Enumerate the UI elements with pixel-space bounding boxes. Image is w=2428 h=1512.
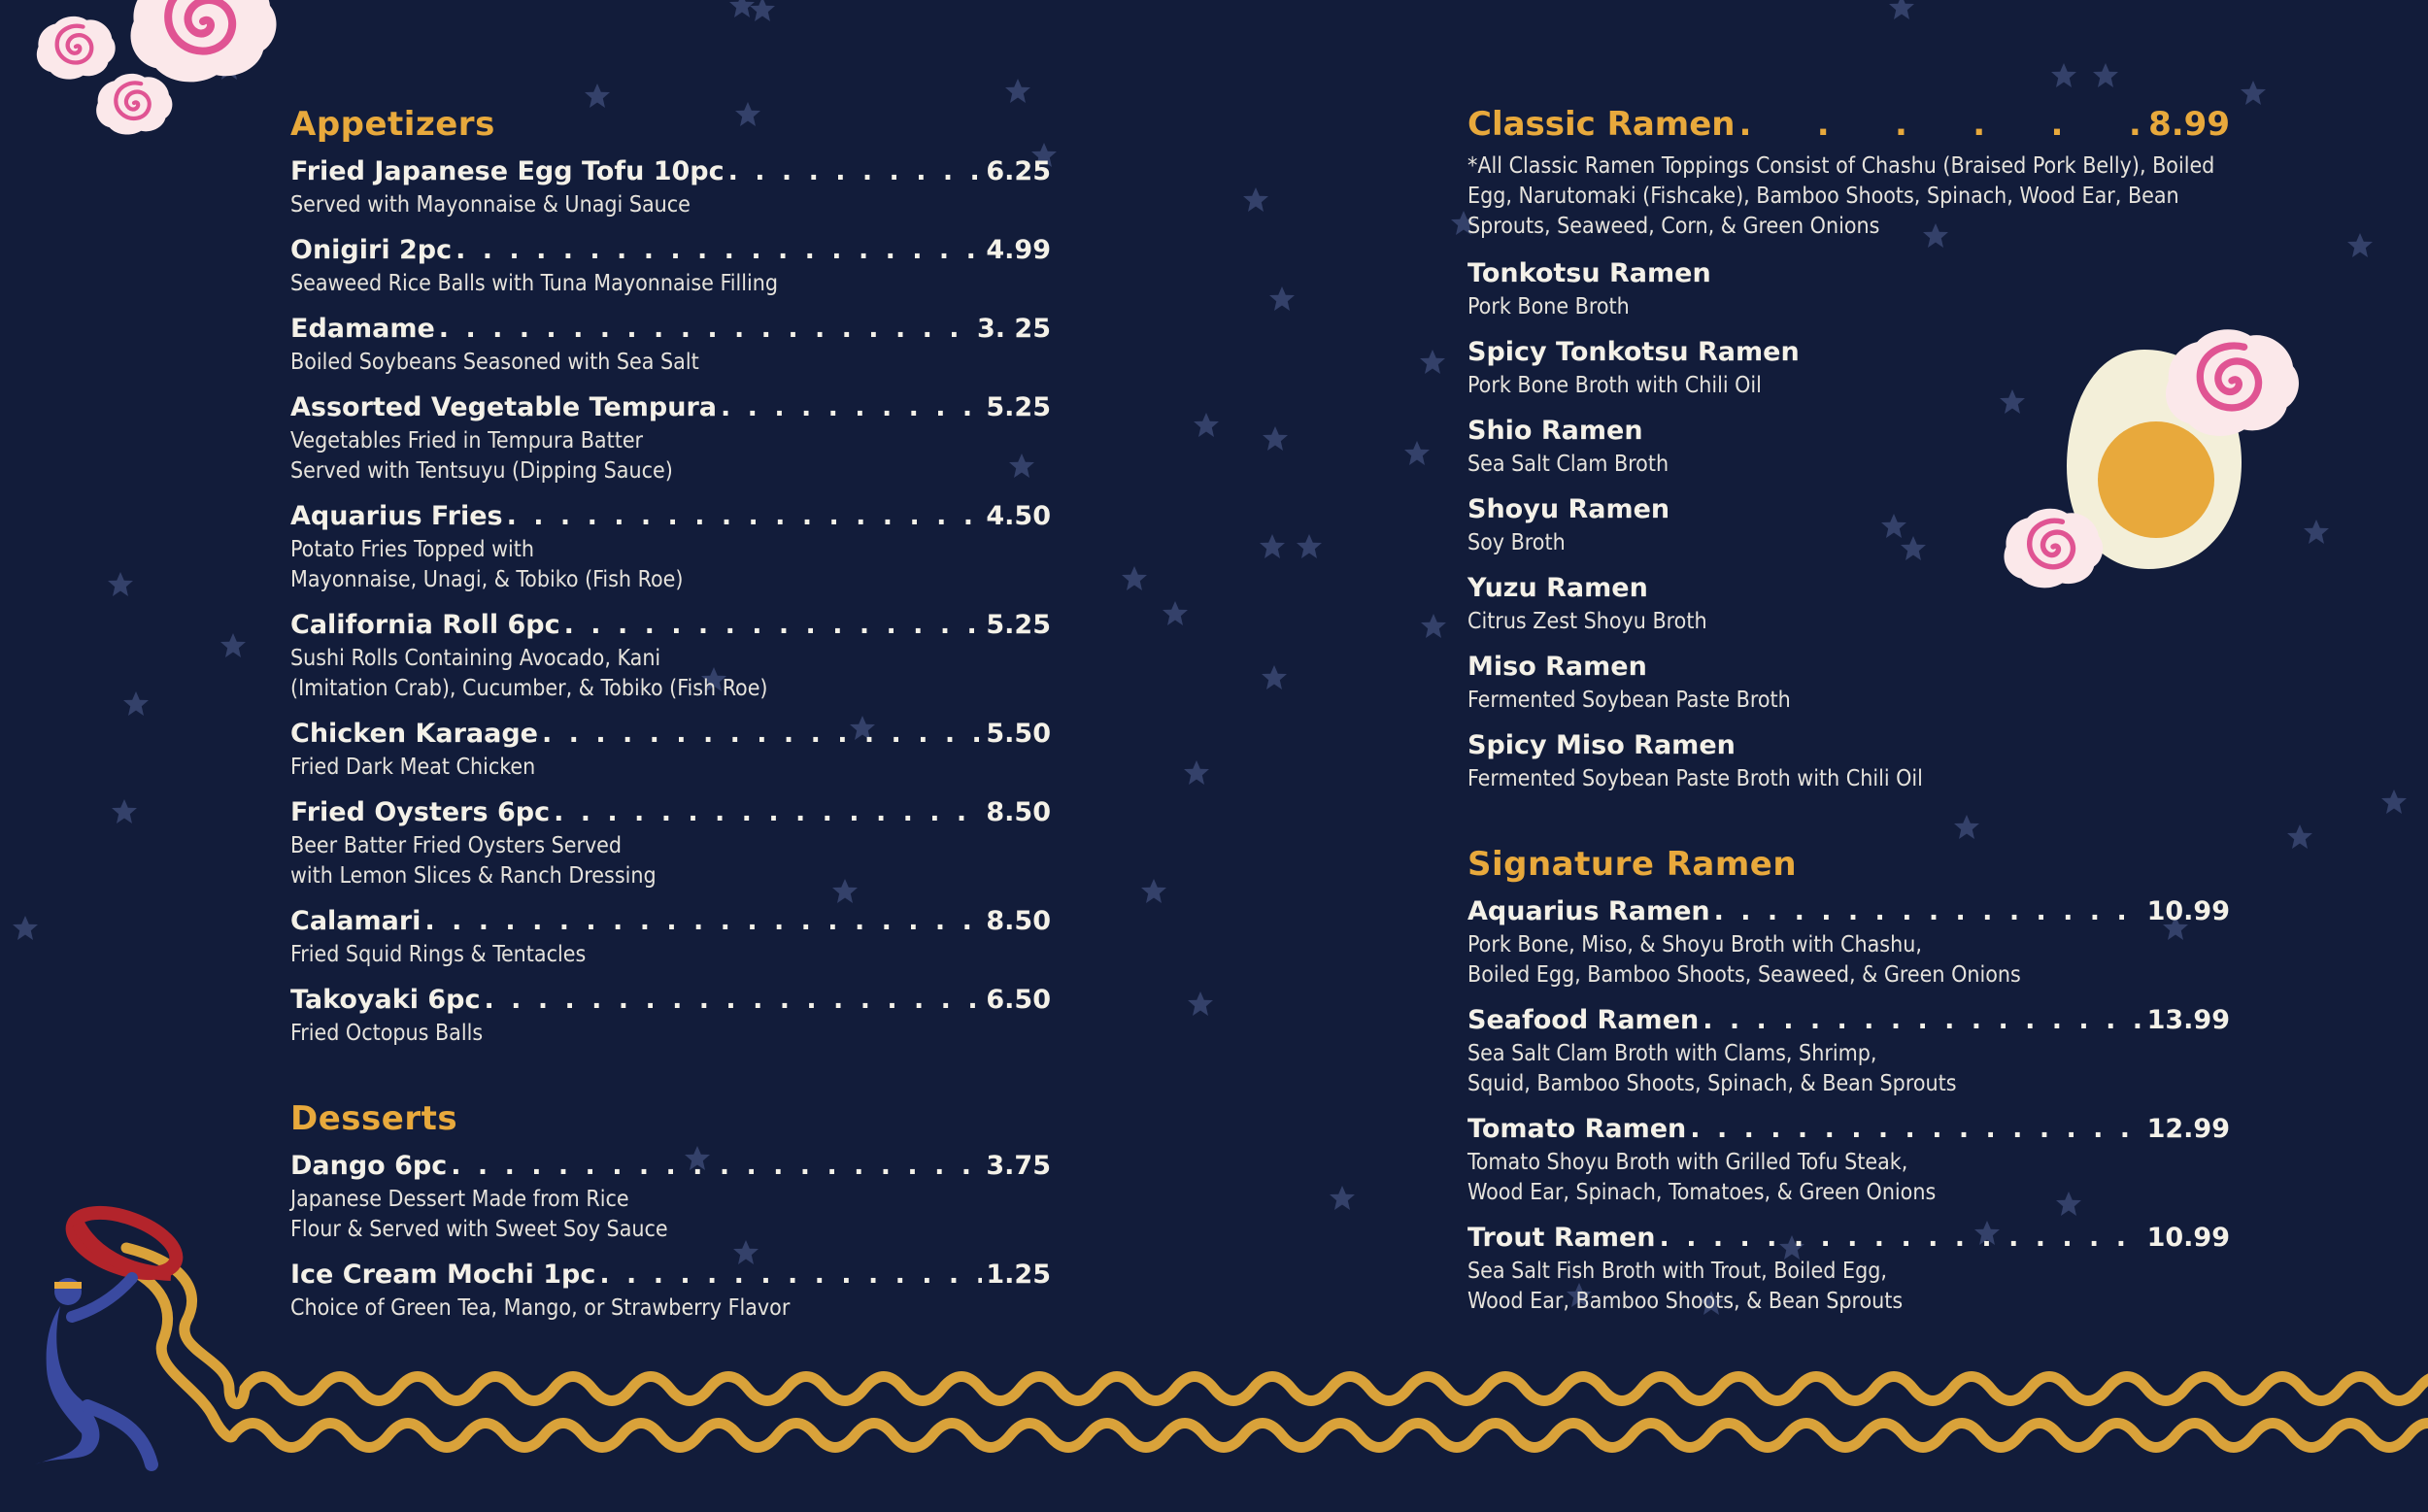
menu-item-description: Beer Batter Fried Oysters Served with Lemon Slices & Ranch Dressing [290, 833, 657, 889]
menu-item-price: 5.25 [986, 610, 1051, 640]
menu-item [1467, 893, 2230, 991]
appetizers-list [290, 153, 1051, 1049]
menu-item-name: Calamari [290, 906, 422, 936]
menu-item [1467, 334, 2230, 401]
dot-leader [439, 311, 973, 348]
dot-leader [1660, 1220, 2143, 1257]
menu-item-description: Soy Broth [1467, 530, 1566, 555]
menu-item [1467, 413, 2230, 480]
menu-item [290, 716, 1051, 783]
dot-leader [1690, 1111, 2142, 1148]
menu-item-header [1467, 1002, 2230, 1039]
classic-ramen-list [1467, 255, 2230, 794]
menu-item-name: Aquarius Ramen [1467, 896, 1710, 926]
menu-item-description: Fried Squid Rings & Tentacles [290, 942, 587, 967]
menu-item-header [290, 716, 1051, 753]
menu-item-description: Served with Mayonnaise & Unagi Sauce [290, 192, 691, 218]
classic-ramen-note: *All Classic Ramen Toppings Consist of Chashu (Braised Pork Belly), Boiled Egg, Narutomaki (Fishcake), Bamboo Shoots, Spinach, Wood Ear, Bean Sprouts, Seaweed, Corn, & Green Onions [1467, 153, 2215, 239]
menu-item-price: 4.50 [986, 501, 1051, 531]
menu-item-name: Onigiri 2pc [290, 235, 453, 265]
menu-item-description: Fried Octopus Balls [290, 1021, 484, 1046]
classic-ramen-header [1467, 101, 2230, 148]
menu-item-name: Spicy Miso Ramen [1467, 730, 1736, 760]
dot-leader [728, 153, 983, 190]
dot-leader [542, 716, 982, 753]
menu-item-description: Choice of Green Tea, Mango, or Strawberry Flavor [290, 1295, 791, 1321]
menu-item-description: Fried Dark Meat Chicken [290, 755, 536, 780]
menu-item-description: Boiled Soybeans Seasoned with Sea Salt [290, 350, 699, 375]
menu-item [290, 794, 1051, 891]
menu-item-description: Vegetables Fried in Tempura Batter Served with Tentsuyu (Dipping Sauce) [290, 428, 673, 484]
menu-item-description: Sea Salt Fish Broth with Trout, Boiled Egg, Wood Ear, Bamboo Shoots, & Bean Sprouts [1467, 1259, 1904, 1314]
menu-item-description: Japanese Dessert Made from Rice Flour & Served with Sweet Soy Sauce [290, 1187, 668, 1242]
dot-leader [455, 232, 982, 269]
menu-item-name: Trout Ramen [1467, 1223, 1656, 1253]
menu-item-name: Shoyu Ramen [1467, 494, 1670, 524]
menu-item-price: 8.50 [986, 797, 1051, 827]
menu-item [290, 1148, 1051, 1245]
menu-item-header [1467, 413, 2230, 450]
menu-item-name: Fried Oysters 6pc [290, 797, 551, 827]
menu-item [290, 311, 1051, 378]
dot-leader [1739, 101, 2145, 148]
menu-item [290, 903, 1051, 970]
menu-item-price: 5.25 [986, 392, 1051, 422]
menu-item-price: 6.25 [986, 156, 1051, 186]
menu-item-price: 13.99 [2146, 1005, 2230, 1035]
dot-leader [599, 1257, 982, 1294]
menu-item-header [290, 389, 1051, 426]
menu-item-name: Tomato Ramen [1467, 1114, 1687, 1144]
appetizers-title: Appetizers [290, 105, 495, 144]
menu-item [290, 389, 1051, 487]
dot-leader [564, 607, 983, 644]
menu-item-name: Aquarius Fries [290, 501, 503, 531]
dot-leader [1714, 893, 2143, 930]
desserts-list [290, 1148, 1051, 1324]
menu-item-name: Spicy Tonkotsu Ramen [1467, 337, 1800, 367]
dot-leader [721, 389, 982, 426]
menu-item [290, 982, 1051, 1049]
dot-leader [424, 903, 982, 940]
right-menu-column [1467, 101, 2230, 1328]
menu-item-header [290, 607, 1051, 644]
menu-item-name: Fried Japanese Egg Tofu 10pc [290, 156, 725, 186]
menu-item-description: Tomato Shoyu Broth with Grilled Tofu Steak, Wood Ear, Spinach, Tomatoes, & Green Onions [1467, 1150, 1937, 1205]
menu-item-header [1467, 491, 2230, 528]
menu-item-description: Sea Salt Clam Broth [1467, 452, 1669, 477]
menu-item-price: 10.99 [2146, 896, 2230, 926]
menu-item-price: 12.99 [2146, 1114, 2230, 1144]
dot-leader [554, 794, 982, 831]
menu-item-description: Fermented Soybean Paste Broth [1467, 688, 1791, 713]
menu-item-price: 1.25 [986, 1260, 1051, 1290]
menu-item-description: Pork Bone Broth [1467, 294, 1630, 319]
section-spacer [290, 1060, 1051, 1095]
menu-item [290, 232, 1051, 299]
menu-item-price: 5.50 [986, 719, 1051, 749]
desserts-title: Desserts [290, 1099, 458, 1138]
menu-item-header [1467, 334, 2230, 371]
menu-item-header [290, 903, 1051, 940]
menu-item-header [290, 232, 1051, 269]
dot-leader [451, 1148, 982, 1185]
menu-item-price: 10.99 [2146, 1223, 2230, 1253]
menu-item [1467, 255, 2230, 322]
menu-item-name: Tonkotsu Ramen [1467, 258, 1711, 288]
menu-item [1467, 727, 2230, 794]
signature-ramen-title: Signature Ramen [1467, 845, 1798, 884]
menu-item-name: Takoyaki 6pc [290, 985, 481, 1015]
menu-item-header [290, 794, 1051, 831]
menu-item-header [1467, 893, 2230, 930]
menu-item [290, 607, 1051, 704]
classic-ramen-price: 8.99 [2148, 105, 2230, 144]
menu-item [290, 1257, 1051, 1324]
menu-item [290, 498, 1051, 595]
menu-item-header [1467, 570, 2230, 607]
menu-item-price: 8.50 [986, 906, 1051, 936]
menu-item [1467, 491, 2230, 558]
menu-item-description: Pork Bone, Miso, & Shoyu Broth with Chashu, Boiled Egg, Bamboo Shoots, Seaweed, & Green Onions [1467, 932, 2021, 988]
menu-item [1467, 570, 2230, 637]
narutomaki-icon [37, 0, 277, 135]
menu-item-header [1467, 649, 2230, 686]
section-spacer [1467, 806, 2230, 841]
menu-item-header [290, 1257, 1051, 1294]
menu-item [1467, 1220, 2230, 1317]
menu-item-name: Shio Ramen [1467, 416, 1643, 446]
menu-item-name: Chicken Karaage [290, 719, 538, 749]
menu-item [1467, 649, 2230, 716]
menu-item-header [290, 1148, 1051, 1185]
menu-item-header [290, 153, 1051, 190]
menu-item-description: Potato Fries Topped with Mayonnaise, Unagi, & Tobiko (Fish Roe) [290, 537, 684, 592]
left-menu-column [290, 101, 1051, 1335]
menu-item-description: Sushi Rolls Containing Avocado, Kani (Imitation Crab), Cucumber, & Tobiko (Fish Roe) [290, 646, 768, 701]
menu-item-price: 4.99 [986, 235, 1051, 265]
menu-item-header [1467, 255, 2230, 292]
menu-item-name: Yuzu Ramen [1467, 573, 1648, 603]
classic-ramen-title: Classic Ramen [1467, 105, 1736, 144]
menu-item-name: Miso Ramen [1467, 652, 1647, 682]
menu-item-header [1467, 727, 2230, 764]
menu-item-name: California Roll 6pc [290, 610, 560, 640]
menu-item [1467, 1111, 2230, 1208]
menu-item-price: 3. 25 [976, 314, 1051, 344]
menu-item [1467, 1002, 2230, 1099]
menu-item-header [290, 311, 1051, 348]
menu-item-header [290, 498, 1051, 535]
menu-item-description: Seaweed Rice Balls with Tuna Mayonnaise Filling [290, 271, 778, 296]
dot-leader [485, 982, 983, 1019]
menu-item-name: Assorted Vegetable Tempura [290, 392, 718, 422]
menu-item-name: Edamame [290, 314, 435, 344]
menu-item-description: Citrus Zest Shoyu Broth [1467, 609, 1707, 634]
menu-item-description: Fermented Soybean Paste Broth with Chili Oil [1467, 766, 1923, 791]
dot-leader [1703, 1002, 2142, 1039]
signature-ramen-list [1467, 893, 2230, 1317]
menu-item-name: Seafood Ramen [1467, 1005, 1700, 1035]
menu-item-header [1467, 1220, 2230, 1257]
menu-item [290, 153, 1051, 220]
menu-item-price: 6.50 [986, 985, 1051, 1015]
menu-item-header [1467, 1111, 2230, 1148]
menu-item-header [290, 982, 1051, 1019]
menu-item-description: Sea Salt Clam Broth with Clams, Shrimp, Squid, Bamboo Shoots, Spinach, & Bean Sprouts [1467, 1041, 1957, 1096]
menu-item-name: Ice Cream Mochi 1pc [290, 1260, 596, 1290]
dot-leader [507, 498, 983, 535]
menu-item-price: 3.75 [986, 1151, 1051, 1181]
menu-item-description: Pork Bone Broth with Chili Oil [1467, 373, 1762, 398]
menu-item-name: Dango 6pc [290, 1151, 448, 1181]
